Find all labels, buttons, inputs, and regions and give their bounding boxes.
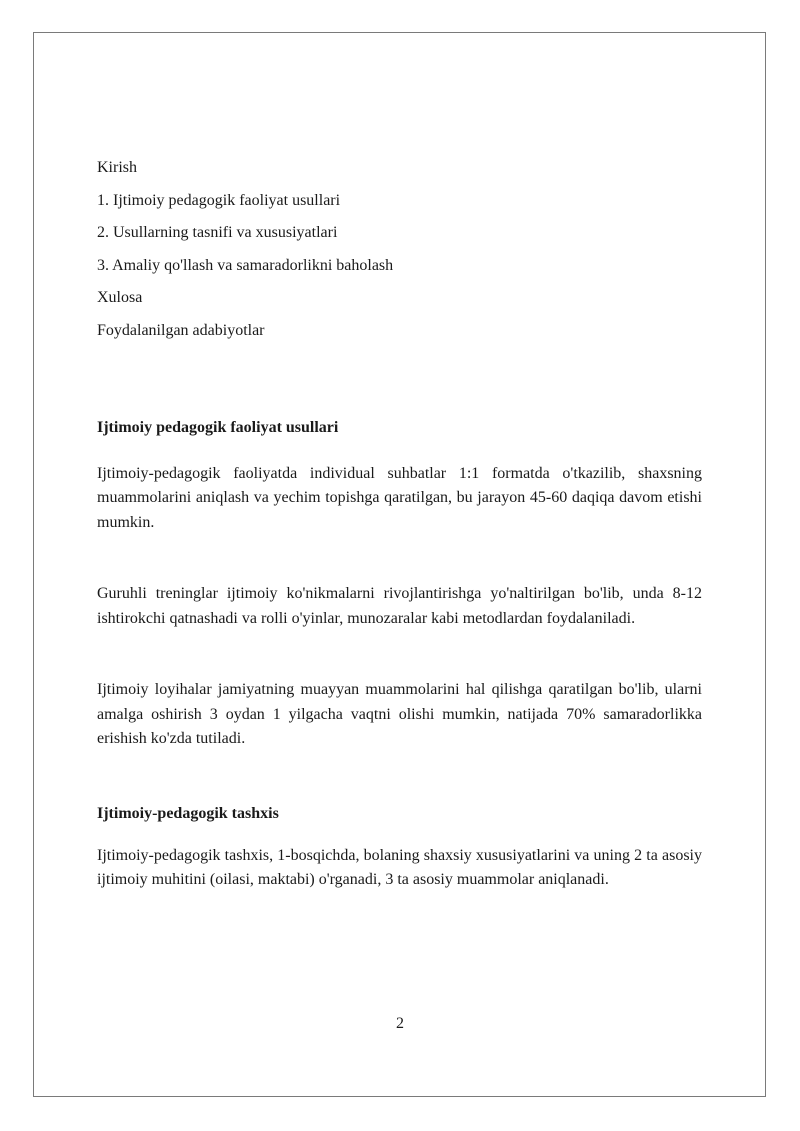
toc-item-chapter-2: 2. Usullarning tasnifi va xususiyatlari <box>97 224 338 241</box>
paragraph: Ijtimoiy loyihalar jamiyatning muayyan muammolarini hal qilishga qaratilgan bo'lib, ularni amalga oshirish 3 oydan 1 yilgacha vaqtni olishi mumkin, natijada 70% samaradorlikka erishish ko'zda tutiladi. <box>97 681 702 747</box>
toc-item-intro: Kirish <box>97 159 137 176</box>
paragraph: Ijtimoiy-pedagogik tashxis, 1-bosqichda, bolaning shaxsiy xususiyatlarini va uning 2 ta asosiy ijtimoiy muhitini (oilasi, maktabi) o'rganadi, 3 ta asosiy muammolar aniqlanadi. <box>97 846 702 888</box>
toc-item-references: Foydalanilgan adabiyotlar <box>97 321 265 339</box>
page-number: 2 <box>396 1015 404 1032</box>
document-body <box>97 158 702 893</box>
section-heading: Ijtimoiy-pedagogik tashxis <box>97 804 279 822</box>
paragraph: Ijtimoiy-pedagogik faoliyatda individual suhbatlar 1:1 formatda o'tkazilib, shaxsning muammolarini aniqlash va yechim topishga qaratilgan, bu jarayon 45-60 daqiqa davom etishi mumkin. <box>97 464 702 531</box>
toc-item-chapter-1: 1. Ijtimoiy pedagogik faoliyat usullari <box>97 191 341 209</box>
paragraph: Guruhli treninglar ijtimoiy ko'nikmalarni rivojlantirishga yo'naltirilgan bo'lib, unda 8-12 ishtirokchi qatnashadi va rolli o'yinlar, munozaralar kabi metodlardan foydalaniladi. <box>97 585 702 627</box>
table-of-contents <box>97 158 702 341</box>
toc-item-conclusion: Xulosa <box>97 289 143 306</box>
toc-item-chapter-3: 3. Amaliy qo'llash va samaradorlikni baholash <box>97 256 394 274</box>
section-heading: Ijtimoiy pedagogik faoliyat usullari <box>97 418 339 436</box>
